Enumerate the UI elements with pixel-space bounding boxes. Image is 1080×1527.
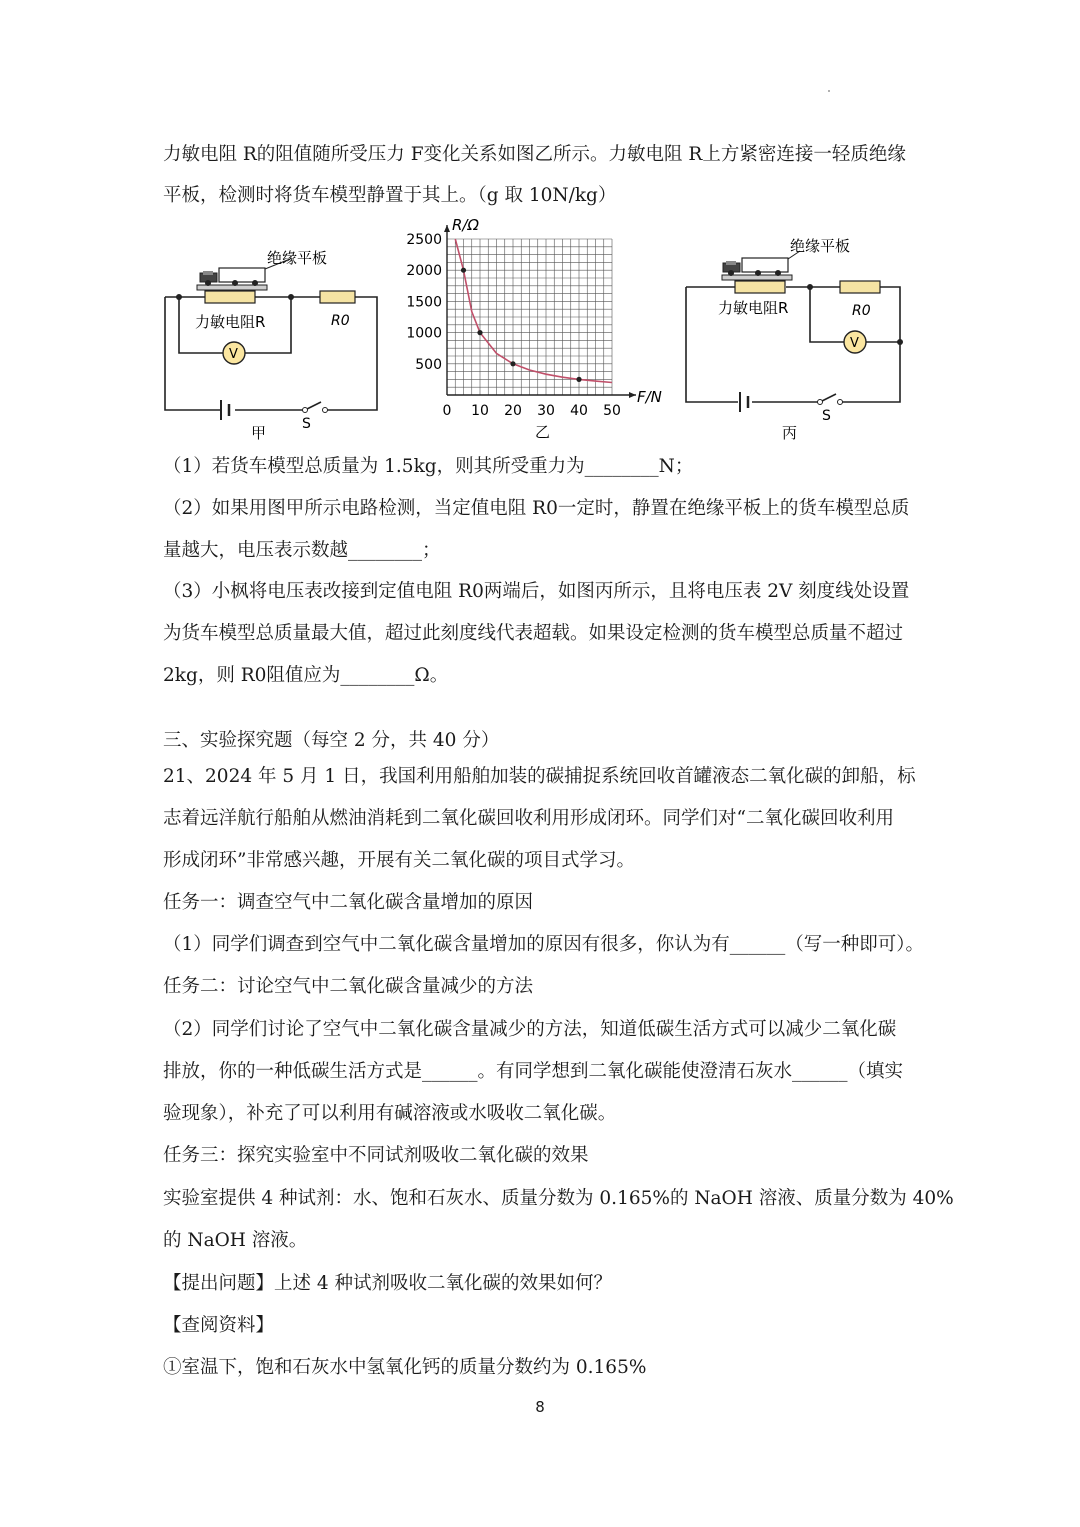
question-2-line-2: 量越大，电压表示数越________；	[163, 540, 441, 561]
y-tick-label: 1500	[406, 294, 442, 311]
x-tick-label: 20	[504, 403, 522, 419]
question-3-line-3: 2kg，则 R0阻值应为________Ω。	[163, 665, 449, 686]
circuit-jia	[155, 235, 395, 445]
intro-line-1: 力敏电阻 R的阻值随所受压力 F变化关系如图乙所示。力敏电阻 R上方紧密连接一轻质绝缘	[163, 144, 906, 165]
y-axis-arrow	[444, 225, 450, 232]
chart-yi	[405, 212, 695, 445]
ask-question: 【提出问题】上述 4 种试剂吸收二氧化碳的效果如何？	[163, 1273, 613, 1294]
question-1: （1）若货车模型总质量为 1.5kg，则其所受重力为________N；	[163, 456, 694, 477]
y-tick-label: 2500	[406, 232, 442, 248]
y-tick-label: 1000	[406, 325, 442, 342]
y-tick-label: 500	[415, 356, 442, 373]
x-tick-label: 50	[603, 403, 621, 419]
figure-caption: 丙	[782, 424, 798, 442]
task-2-heading: 任务二：讨论空气中二氧化碳含量减少的方法	[163, 976, 534, 997]
q21-line-2: 志着远洋航行船舶从燃油消耗到二氧化碳回收利用形成闭环。同学们对“二氧化碳回收利用	[163, 808, 894, 829]
switch-label: S	[302, 416, 311, 432]
lookup-heading: 【查阅资料】	[163, 1315, 275, 1336]
truck-icon	[723, 258, 788, 276]
x-axis-arrow	[629, 392, 636, 398]
intro-line-2: 平板，检测时将货车模型静置于其上。（g 取 10N/kg）	[163, 185, 617, 206]
data-point	[461, 268, 466, 273]
r-label: 力敏电阻R	[195, 313, 266, 331]
page-number: 8	[535, 1398, 545, 1416]
task-2-line-2: 排放，你的一种低碳生活方式是______。有同学想到二氧化碳能使澄清石灰水______（填实	[163, 1061, 904, 1082]
q21-line-3: 形成闭环”非常感兴趣，开展有关二氧化碳的项目式学习。	[163, 850, 635, 871]
plate-label: 绝缘平板	[790, 237, 851, 255]
task-1-question: （1）同学们调查到空气中二氧化碳含量增加的原因有很多，你认为有______（写一种即可）。	[163, 934, 925, 955]
info-item-1: ①室温下，饱和石灰水中氢氧化钙的质量分数约为 0.165%	[163, 1357, 647, 1378]
question-3-line-2: 为货车模型总质量最大值，超过此刻度线代表超载。如果设定检测的货车模型总质量不超过	[163, 623, 904, 644]
task-3-line-2: 的 NaOH 溶液。	[163, 1230, 308, 1251]
task-1-heading: 任务一：调查空气中二氧化碳含量增加的原因	[163, 892, 534, 913]
figure-caption: 甲	[251, 424, 267, 442]
truck-icon	[200, 268, 265, 286]
switch-label: S	[822, 408, 831, 424]
q21-line-1: 21、2024 年 5 月 1 日，我国利用船舶加装的碳捕捉系统回收首罐液态二氧化碳的卸船，标	[163, 766, 916, 787]
y-axis-label: R/Ω	[452, 216, 479, 234]
stray-dot	[828, 90, 830, 92]
data-point	[477, 330, 482, 335]
fixed-resistor	[840, 281, 880, 293]
r-label: 力敏电阻R	[718, 299, 789, 317]
force-resistor	[735, 281, 785, 293]
x-tick-label: 10	[471, 403, 489, 419]
task-3-heading: 任务三：探究实验室中不同试剂吸收二氧化碳的效果	[163, 1145, 589, 1166]
y-tick-label: 2000	[406, 263, 442, 280]
question-3-line-1: （3）小枫将电压表改接到定值电阻 R0两端后，如图丙所示，且将电压表 2V 刻度线处设置	[163, 581, 910, 602]
x-axis-label: F/N	[637, 388, 662, 406]
figure-caption: 乙	[535, 423, 551, 441]
question-2-line-1: （2）如果用图甲所示电路检测，当定值电阻 R0一定时，静置在绝缘平板上的货车模型总质	[163, 498, 910, 519]
circuit-bing	[680, 235, 915, 445]
task-2-line-3: 验现象），补充了可以利用有碱溶液或水吸收二氧化碳。	[163, 1103, 617, 1124]
data-point	[510, 361, 515, 366]
x-tick-label: 40	[570, 403, 588, 419]
force-resistor	[205, 291, 255, 303]
voltmeter-label: V	[850, 336, 859, 351]
voltmeter-label: V	[229, 347, 238, 362]
task-3-line-1: 实验室提供 4 种试剂：水、饱和石灰水、质量分数为 0.165%的 NaOH 溶液、质量分数为 40%	[163, 1188, 954, 1209]
r0-label: R0	[331, 313, 350, 329]
x-tick-label: 0	[442, 403, 452, 419]
section-title: 三、实验探究题（每空 2 分，共 40 分）	[163, 730, 500, 751]
task-2-line-1: （2）同学们讨论了空气中二氧化碳含量减少的方法，知道低碳生活方式可以减少二氧化碳	[163, 1019, 897, 1040]
plate-label: 绝缘平板	[267, 249, 328, 267]
r0-label: R0	[852, 303, 871, 319]
data-point	[576, 377, 581, 382]
series-line	[455, 239, 612, 383]
x-tick-label: 30	[537, 403, 555, 419]
fixed-resistor	[320, 291, 355, 303]
